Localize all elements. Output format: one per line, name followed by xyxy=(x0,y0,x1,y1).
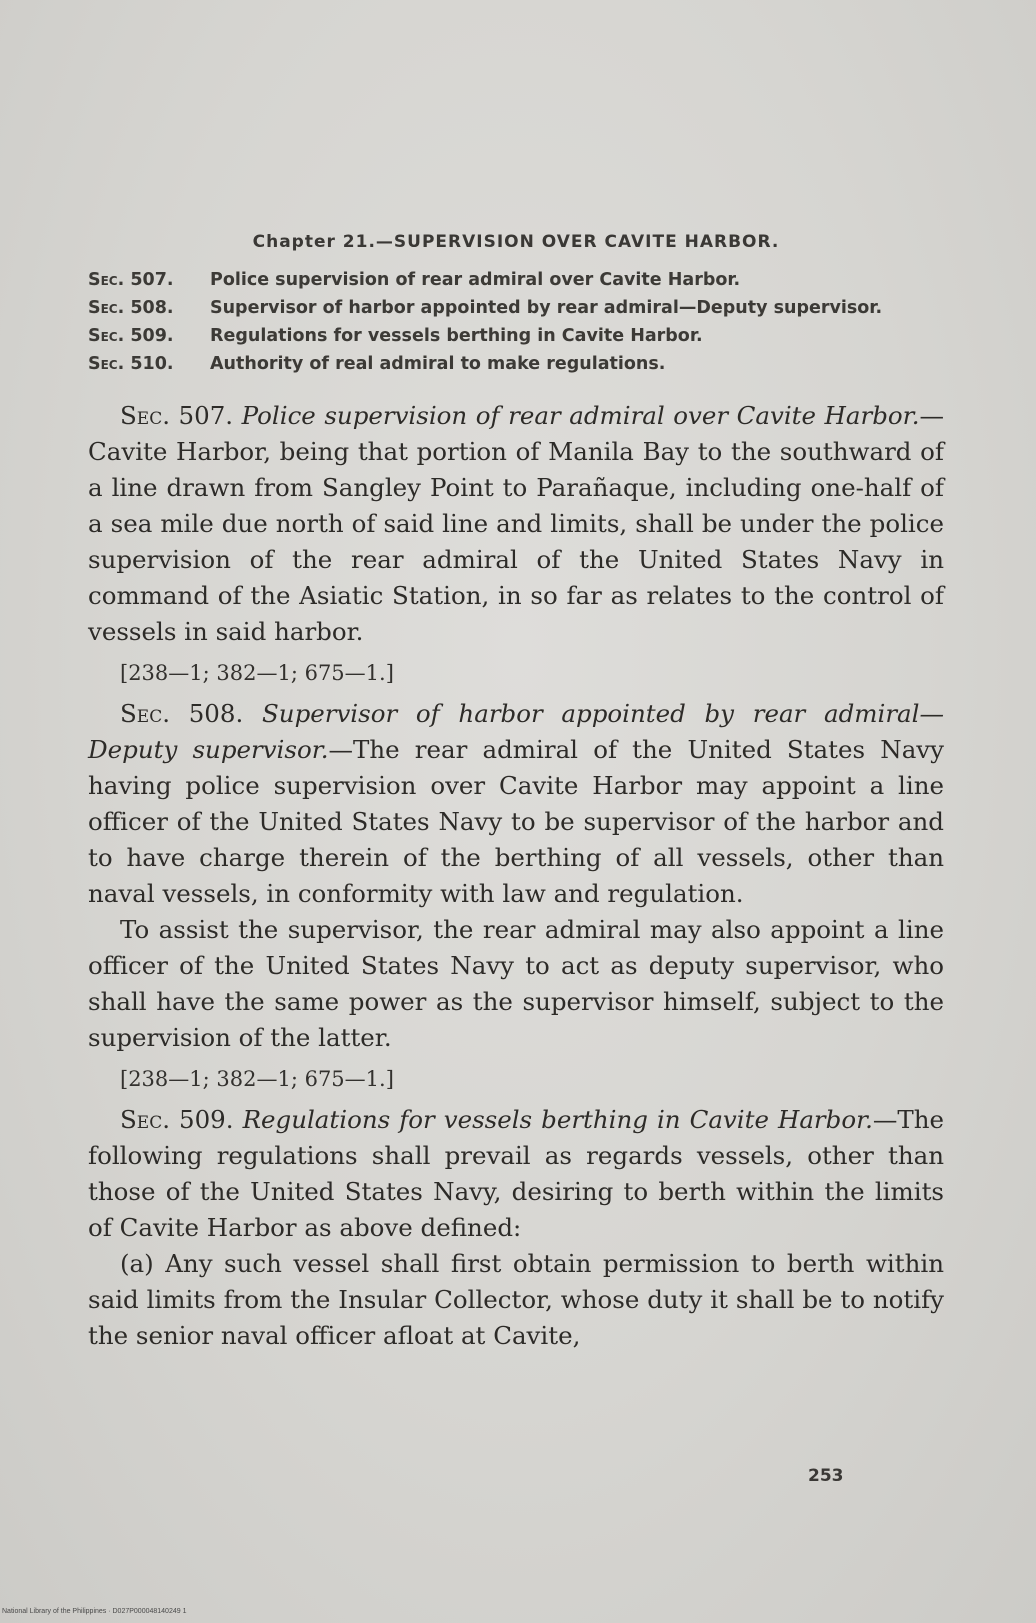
toc-number: Sec. 507. xyxy=(88,270,174,290)
page-number: 253 xyxy=(808,1466,844,1486)
citation: [238—1; 382—1; 675—1.] xyxy=(120,1067,394,1091)
chapter-title: Chapter 21.—SUPERVISION OVER CAVITE HARBOR. xyxy=(252,232,780,252)
toc-number: Sec. 509. xyxy=(88,326,174,346)
section-body: —The rear admiral of the United States Navy having police supervision over Cavite Harbor may appoint a line officer of the United States Navy to be supervisor of the harbor and to have charge therein of the berthing of all vessels, other than naval vessels, in conformity with law and regulation. xyxy=(88,735,944,908)
section-508 xyxy=(88,696,944,912)
toc-text: Authority of real admiral to make regulations. xyxy=(210,354,666,374)
toc-row xyxy=(88,266,944,294)
section-label: Sec. 509. xyxy=(120,1105,234,1134)
section-508-paragraph: To assist the supervisor, the rear admiral may also appoint a line officer of the United States Navy to act as deputy supervisor, who shall have the same power as the supervisor himself, subject to the supervision of the latter. xyxy=(88,915,944,1052)
section-body: —Cavite Harbor, being that portion of Manila Bay to the southward of a line drawn from Sangley Point to Parañaque, including one-half of a sea mile due north of said line and limits, shall be under the police supervision of the rear admiral of the United States Navy in command of the Asiatic Station, in so far as relates to the control of vessels in said harbor. xyxy=(88,401,944,646)
toc-row xyxy=(88,322,944,350)
section-509 xyxy=(88,1102,944,1246)
section-label: Sec. 507. xyxy=(120,401,234,430)
section-507 xyxy=(88,398,944,650)
toc-number: Sec. 508. xyxy=(88,298,174,318)
section-label: Sec. 508. xyxy=(120,699,244,728)
section-509-item-a: (a) Any such vessel shall first obtain permission to berth within said limits from the Insular Collector, whose duty it shall be to notify the senior naval officer afloat at Cavite, xyxy=(88,1249,944,1350)
section-title: Supervisor of harbor appointed by rear admiral—Deputy supervisor. xyxy=(88,699,945,764)
section-index xyxy=(88,266,944,378)
toc-text: Regulations for vessels berthing in Cavite Harbor. xyxy=(210,326,703,346)
section-title: Regulations for vessels berthing in Cavite Harbor. xyxy=(242,1105,873,1134)
toc-row xyxy=(88,294,944,322)
section-title: Police supervision of rear admiral over Cavite Harbor. xyxy=(241,401,920,430)
toc-text: Supervisor of harbor appointed by rear admiral—Deputy supervisor. xyxy=(210,298,883,318)
citation: [238—1; 382—1; 675—1.] xyxy=(120,661,394,685)
section-body: —The following regulations shall prevail as regards vessels, other than those of the United States Navy, desiring to berth within the limits of Cavite Harbor as above defined: xyxy=(88,1105,945,1242)
toc-text: Police supervision of rear admiral over Cavite Harbor. xyxy=(210,270,741,290)
page-content xyxy=(88,232,944,1354)
archive-footer: National Library of the Philippines · D027P000048140249 1 xyxy=(2,1608,187,1615)
toc-row xyxy=(88,350,944,378)
toc-number: Sec. 510. xyxy=(88,354,174,374)
